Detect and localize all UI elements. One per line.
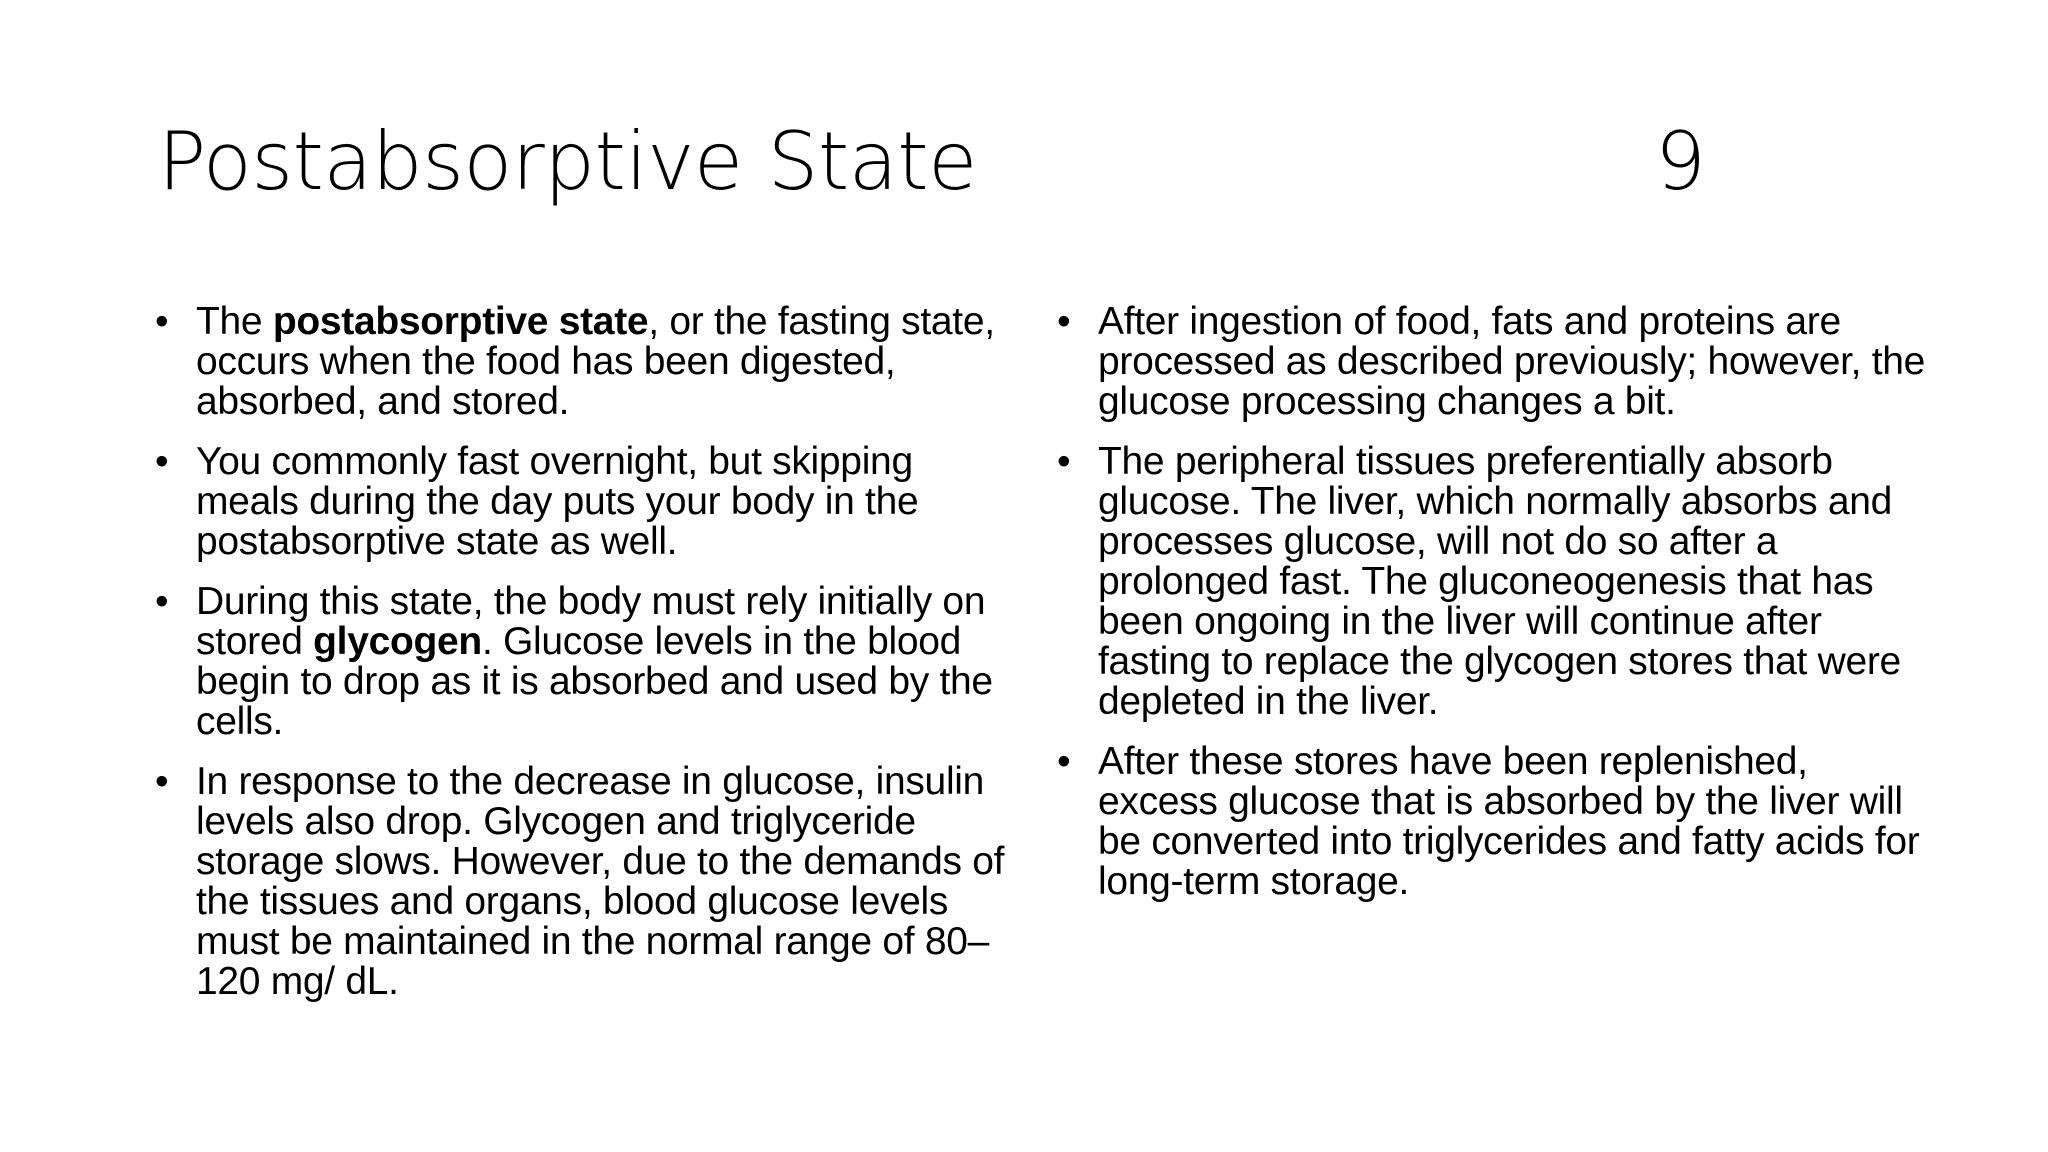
bullet-item	[1057, 302, 1937, 422]
bullet-item	[155, 442, 1015, 562]
bullet-text: In response to the decrease in glucose, insulin levels also drop. Glycogen and triglyceride storage slows. However, due to the demands of the tissues and organs, blood glucose levels must be maintained in the normal range of 80–120 mg/ dL.	[196, 760, 1005, 1003]
bullet-icon: •	[155, 580, 169, 623]
bullet-icon: •	[1057, 440, 1071, 483]
bullet-text: After these stores have been replenished, excess glucose that is absorbed by the liver will be converted into triglycerides and fatty acids for long-term storage.	[1098, 740, 1920, 903]
bullet-text: You commonly fast overnight, but skipping meals during the day puts your body in the postabsorptive state as well.	[196, 440, 919, 563]
bullet-icon: •	[155, 760, 169, 803]
bullet-text: During this state, the body must rely initially on stored glycogen. Glucose levels in the blood begin to drop as it is absorbed and used by the cells.	[196, 580, 993, 743]
bullet-item	[155, 302, 1015, 422]
left-bullet-list	[155, 302, 1015, 1022]
bullet-text: After ingestion of food, fats and proteins are processed as described previously; however, the glucose processing changes a bit.	[1098, 300, 1926, 423]
bullet-item	[155, 762, 1015, 1002]
bullet-text: The postabsorptive state, or the fasting state, occurs when the food has been digested, absorbed, and stored.	[196, 300, 995, 423]
bullet-icon: •	[155, 300, 169, 343]
bullet-item	[155, 582, 1015, 742]
bullet-icon: •	[1057, 300, 1071, 343]
bullet-item	[1057, 442, 1937, 722]
bullet-icon: •	[1057, 740, 1071, 783]
bullet-icon: •	[155, 440, 169, 483]
bullet-text: The peripheral tissues preferentially absorb glucose. The liver, which normally absorbs and processes glucose, will not do so after a prolonged fast. The gluconeogenesis that has been ongoing in the liver will continue after fasting to replace the glycogen stores that were depleted in the liver.	[1098, 440, 1901, 723]
right-bullet-list	[1057, 302, 1937, 922]
slide-number: 9	[1655, 115, 1706, 208]
bullet-item	[1057, 742, 1937, 902]
slide-title: Postabsorptive State	[158, 115, 977, 208]
